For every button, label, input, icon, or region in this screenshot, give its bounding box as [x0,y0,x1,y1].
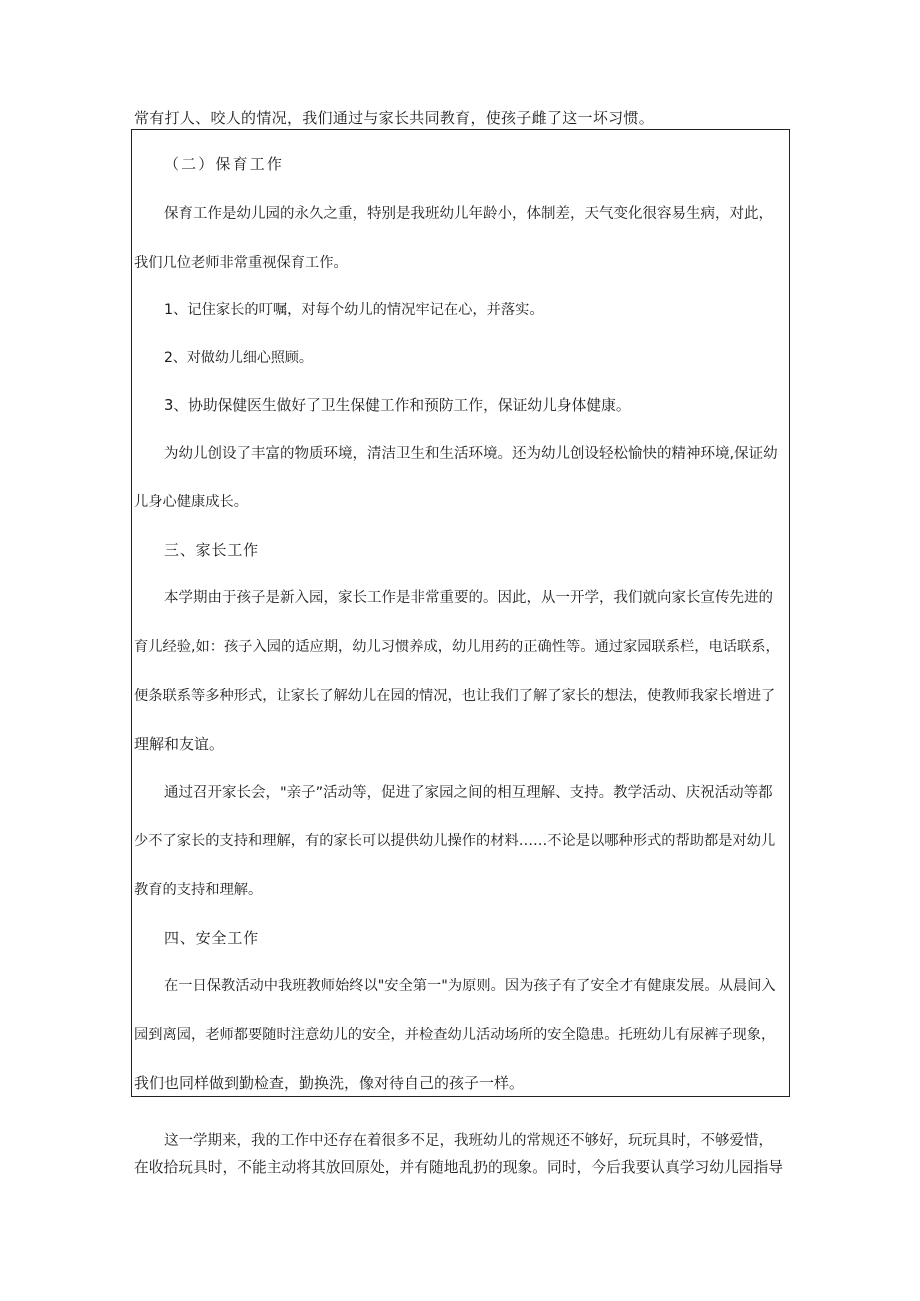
section-heading-parents: 三、家长工作 [164,541,259,559]
section-heading-safety: 四、安全工作 [164,929,259,947]
paragraph-line: 为幼儿创设了丰富的物质环境，清洁卫生和生活环境。还为幼儿创设轻松愉快的精神环境,保证幼 [164,446,778,462]
paragraph-line: 在收拾玩具时，不能主动将其放回原处，并有随地乱扔的现象。同时，今后我要认真学习幼儿园指导 [134,1159,783,1176]
paragraph-line: 这一学期来，我的工作中还存在着很多不足，我班幼儿的常规还不够好，玩玩具时，不够爱惜， [164,1133,773,1149]
paragraph-line: 通过召开家长会，"亲子”活动等，促进了家园之间的相互理解、支持。教学活动、庆祝活动等都 [164,785,773,801]
paragraph-line: 我们几位老师非常重视保育工作。 [134,255,348,271]
paragraph-line: 在一日保教活动中我班教师始终以"安全第一"为原则。因为孩子有了安全才有健康发展。从晨间入 [164,978,776,994]
section-heading-care: （二）保育工作 [164,155,285,173]
paragraph-line: 便条联系等多种形式，让家长了解幼儿在园的情况，也让我们了解了家长的想法，使教师我家长增进了 [134,688,776,704]
continuation-line: 常有打人、咬人的情况，我们通过与家长共同教育，使孩子雌了这一坏习惯。 [134,109,654,127]
paragraph-line: 儿身心健康成长。 [134,494,249,510]
paragraph-line: 育儿经验,如：孩子入园的适应期，幼儿习惯养成，幼儿用药的正确性等。通过家园联系栏，电话联系， [134,639,780,655]
paragraph-line: 我们也同样做到勤检查，勤换洗，像对待自己的孩子一样。 [134,1074,525,1092]
paragraph-line: 教育的支持和理解。 [134,882,263,898]
list-item-2: 2、对做幼儿细心照顾。 [164,350,313,366]
paragraph-line: 保育工作是幼儿园的永久之重，特别是我班幼儿年龄小，体制差，天气变化很容易生病，对此， [164,206,773,222]
paragraph-line: 园到离园，老师都要随时注意幼儿的安全，并检查幼儿活动场所的安全隐患。托班幼儿有尿裤子现象， [134,1027,776,1043]
list-item-3: 3、协助保健医生做好了卫生保健工作和预防工作，保证幼儿身体健康。 [164,397,631,414]
paragraph-line: 本学期由于孩子是新入园，家长工作是非常重要的。因此，从一开学，我们就向家长宣传先进的 [164,590,773,606]
content-box [131,129,790,1097]
list-item-1: 1、记住家长的叮嘱，对每个幼儿的情况牢记在心，并落实。 [164,302,544,318]
paragraph-line: 少不了家长的支持和理解，有的家长可以提供幼儿操作的材料……不论是以哪种形式的帮助都是对幼儿 [134,833,776,849]
paragraph-line: 理解和友谊。 [134,735,225,753]
